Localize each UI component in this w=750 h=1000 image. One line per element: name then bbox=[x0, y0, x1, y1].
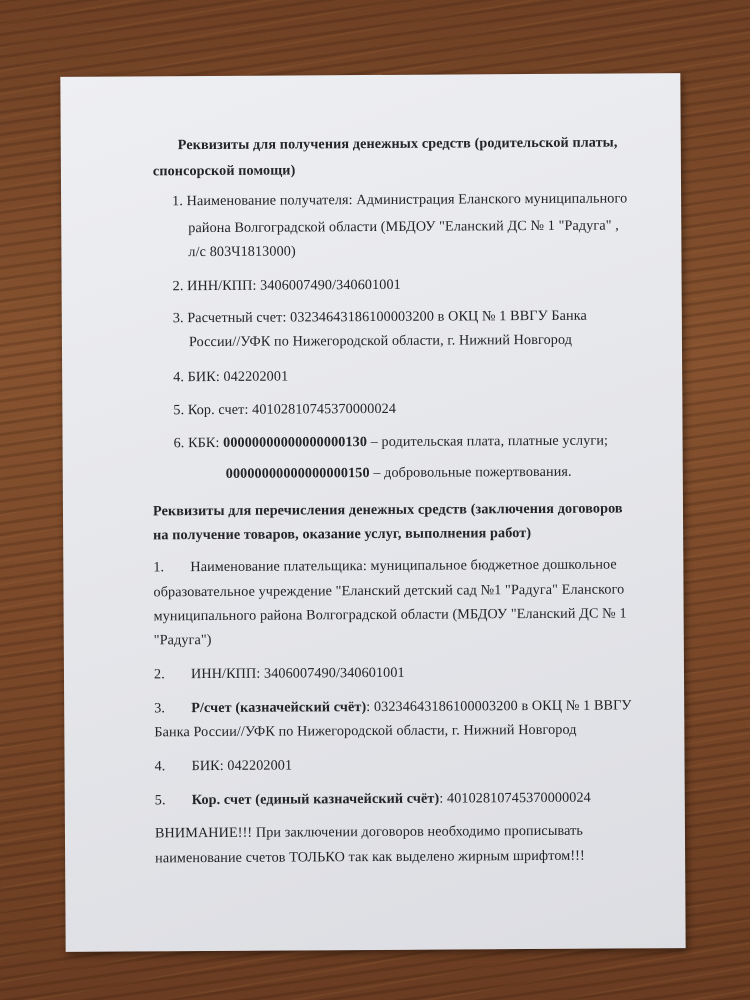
section1-item4: 4. БИК: 042202001 bbox=[173, 368, 289, 386]
section2-item1-line4: "Радуга") bbox=[153, 631, 212, 649]
section1-item3-line1: 3. Расчетный счет: 03234643186100003200 в ОКЦ № 1 ВВГУ Банка bbox=[172, 307, 587, 327]
treasury-account-value: : 03234643186100003200 в ОКЦ № 1 ВВГУ bbox=[366, 697, 632, 716]
kbk2-description: – добровольные пожертвования. bbox=[369, 463, 572, 482]
section1-item2: 2. ИНН/КПП: 3406007490/340601001 bbox=[172, 276, 401, 295]
section2-item3-number: 3. bbox=[154, 700, 166, 717]
section2-item2: ИНН/КПП: 3406007490/340601001 bbox=[190, 664, 405, 683]
section1-item3-line2: России//УФК по Нижегородской области, г. Нижний Новгород bbox=[188, 331, 573, 351]
treasury-account-label: Р/счет (казначейский счёт) bbox=[191, 699, 367, 717]
section2-item1-line2: образовательное учреждение "Еланский детский сад №1 "Радуга" Еланского bbox=[153, 581, 625, 601]
section2-item1-line3: муниципального района Волгоградской области (МБДОУ "Еланский ДС № 1 bbox=[153, 605, 627, 625]
section1-item1-line2: района Волгоградской области (МБДОУ "Еланский ДС № 1 "Радуга" , bbox=[188, 217, 619, 237]
section2-item5-number: 5. bbox=[154, 792, 166, 809]
section2-item1-number: 1. bbox=[153, 559, 165, 576]
section1-item6 bbox=[174, 434, 609, 451]
section1-item5: 5. Кор. счет: 40102810745370000024 bbox=[173, 400, 397, 419]
paper-sheet bbox=[60, 73, 685, 952]
kbk1-code: 00000000000000000130 bbox=[223, 434, 368, 451]
section2-item1-line1: Наименование плательщика: муниципальное бюджетное дошкольное bbox=[190, 556, 617, 576]
kbk-label: 6. КБК: bbox=[173, 434, 224, 452]
kbk1-description: – родительская плата, платные услуги; bbox=[366, 432, 609, 451]
section1-heading-line1: Реквизиты для получения денежных средств (родительской платы, bbox=[177, 134, 618, 154]
section2-item4-number: 4. bbox=[154, 758, 166, 775]
section2-heading-line2: на получение товаров, оказание услуг, выполнения работ) bbox=[153, 525, 532, 544]
section2-item3-line2: Банка России//УФК по Нижегородской области, г. Нижний Новгород bbox=[154, 721, 577, 741]
section1-heading-line2: спонсорской помощи) bbox=[152, 162, 296, 180]
kbk2-code: 00000000000000000150 bbox=[225, 465, 370, 482]
section2-item4: БИК: 042202001 bbox=[191, 757, 293, 775]
section1-item1-line1: 1. Наименование получателя: Администрация Еланского муниципального bbox=[172, 190, 628, 210]
warning-line2: наименование счетов ТОЛЬКО так как выделено жирным шрифтом!!! bbox=[155, 847, 585, 867]
correspondent-account-value: : 40102810745370000024 bbox=[439, 789, 591, 807]
section2-item5 bbox=[192, 791, 591, 808]
section2-item2-number: 2. bbox=[153, 666, 165, 683]
section2-heading-line1: Реквизиты для перечисления денежных средств (заключения договоров bbox=[152, 500, 623, 520]
section1-kbk2 bbox=[226, 465, 572, 481]
section2-item3-line1 bbox=[191, 698, 631, 715]
warning-line1: ВНИМАНИЕ!!! При заключении договоров необходимо прописывать bbox=[154, 822, 583, 842]
section1-item1-line3: л/с 803Ч1813000) bbox=[188, 243, 296, 261]
correspondent-account-label: Кор. счет (единый казначейский счёт) bbox=[191, 790, 440, 809]
